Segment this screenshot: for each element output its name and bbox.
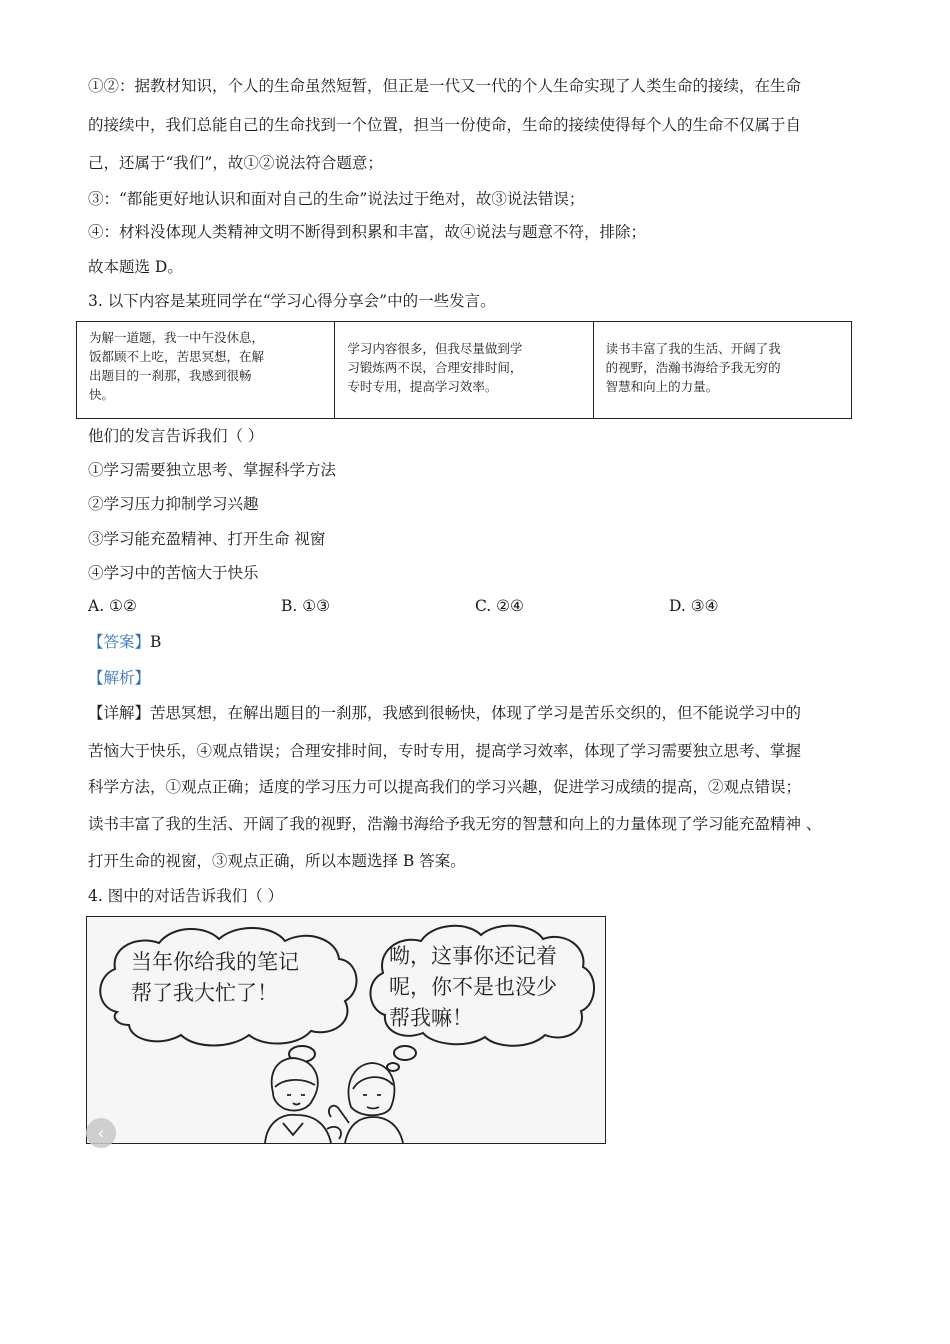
analysis-tag [88, 668, 150, 688]
q2-analysis-line-1: ①②：据教材知识，个人的生命虽然短暂，但正是一代又一代的个人生命实现了人类生命的接续，在生命 [88, 77, 802, 95]
q3-question: 他们的发言告诉我们（ ） [88, 427, 264, 445]
q3-stem: 3. 以下内容是某班同学在“学习心得分享会”中的一些发言。 [88, 292, 496, 310]
q2-conclusion: 故本题选 D。 [88, 258, 183, 276]
q3-answer [88, 632, 161, 652]
q3-quote-cell-3: 读书丰富了我的生活、开阔了我 的视野，浩瀚书海给予我无穷的 智慧和向上的力量。 [593, 322, 851, 419]
analysis-tag-label: 【解析】 [88, 669, 151, 687]
q3-option-c: C. ②④ [475, 597, 524, 615]
speech-bubble-left: 当年你给我的笔记 帮了我大忙了！ [131, 950, 299, 1005]
q4-cartoon [86, 916, 606, 1144]
q3-quote-cell-2: 学习内容很多，但我尽量做到学 习锻炼两不误，合理安排时间， 专时专用，提高学习效率。 [335, 322, 593, 419]
q3-statement-2: ②学习压力抑制学习兴趣 [88, 495, 259, 513]
q3-statement-1: ①学习需要独立思考、掌握科学方法 [88, 461, 337, 479]
chevron-left-icon: ‹ [97, 1122, 105, 1144]
q2-analysis-line-3: 己，还属于“我们”，故①②说法符合题意； [88, 154, 383, 172]
q3-statement-3: ③学习能充盈精神、打开生命 视窗 [88, 530, 326, 548]
q3-detail-line-1: 【详解】苦思冥想，在解出题目的一刹那，我感到很畅快，体现了学习是苦乐交织的，但不能说学习中的 [88, 704, 802, 722]
speech-bubble-right: 呦，这事你还记着 呢，你不是也没少 帮我嘛！ [389, 944, 557, 1030]
q3-option-b: B. ①③ [281, 597, 331, 615]
q2-analysis-line-4: ③：“都能更好地认识和面对自己的生命”说法过于绝对，故③说法错误； [88, 190, 585, 208]
q3-quote-cell-1: 为解一道题，我一中午没休息， 饭都顾不上吃，苦思冥想，在解 出题目的一刹那，我感到很畅 快。 [77, 322, 335, 419]
q3-detail-line-5: 打开生命的视窗，③观点正确，所以本题选择 B 答案。 [88, 852, 466, 870]
q3-statement-4: ④学习中的苦恼大于快乐 [88, 564, 259, 582]
answer-tag: 【答案】 [88, 633, 151, 651]
q3-quote-table [76, 321, 852, 419]
q3-detail-line-3: 科学方法，①观点正确；适度的学习压力可以提高我们的学习兴趣，促进学习成绩的提高，②观点错误； [88, 778, 802, 796]
q3-options [88, 597, 868, 617]
q2-analysis-line-2: 的接续中，我们总能自己的生命找到一个位置，担当一份使命，生命的接续使得每个人的生命不仅属于自 [88, 116, 802, 134]
q3-option-a: A. ①② [88, 597, 137, 615]
q2-analysis-line-5: ④：材料没体现人类精神文明不断得到积累和丰富，故④说法与题意不符，排除； [88, 223, 647, 241]
q3-detail-line-2: 苦恼大于快乐，④观点错误；合理安排时间，专时专用，提高学习效率，体现了学习需要独立思考、掌握 [88, 742, 802, 760]
answer-value: B [150, 633, 162, 651]
q3-detail-line-4: 读书丰富了我的生活、开阔了我的视野，浩瀚书海给予我无穷的智慧和向上的力量体现了学习能充盈精神 、 [88, 815, 822, 833]
previous-page-button[interactable] [86, 1118, 116, 1148]
q4-stem: 4. 图中的对话告诉我们（ ） [88, 887, 284, 905]
q3-option-d: D. ③④ [669, 597, 719, 615]
